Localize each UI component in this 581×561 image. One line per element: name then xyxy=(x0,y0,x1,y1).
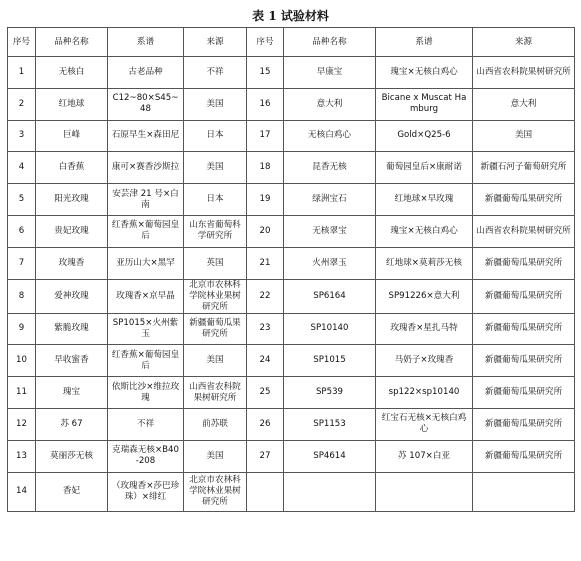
cell-source: 山西省农科院果树研究所 xyxy=(473,57,575,89)
cell-name: 白香蕉 xyxy=(36,152,108,184)
cell-source: 不祥 xyxy=(184,57,247,89)
cell-source: 山东省葡萄科学研究所 xyxy=(184,215,247,247)
cell-name: 爱神玫瑰 xyxy=(36,279,108,313)
cell-name: SP539 xyxy=(284,377,376,409)
cell-name: 阳光玫瑰 xyxy=(36,184,108,216)
table-row xyxy=(8,408,575,440)
cell-name: 香妃 xyxy=(36,472,108,511)
cell-pedigree: 红宝石无核×无核白鸡心 xyxy=(376,408,473,440)
cell-pedigree: （玫瑰香×莎巴珍珠）×绯红 xyxy=(108,472,184,511)
cell-source: 前苏联 xyxy=(184,408,247,440)
cell-no: 5 xyxy=(8,184,36,216)
cell-source: 美国 xyxy=(184,88,247,120)
cell-name: 火州翠玉 xyxy=(284,247,376,279)
cell-source: 新疆石河子葡萄研究所 xyxy=(473,152,575,184)
cell-pedigree: 马奶子×玫瑰香 xyxy=(376,345,473,377)
header-cell-name: 品种名称 xyxy=(284,28,376,57)
cell-name: 无核白 xyxy=(36,57,108,89)
table-row xyxy=(8,472,575,511)
cell-no: 15 xyxy=(247,57,284,89)
cell-pedigree: SP1015×火州紫玉 xyxy=(108,313,184,345)
cell-source: 山西省农科院果树研究所 xyxy=(473,215,575,247)
cell-pedigree: Bicane x Muscat Hamburg xyxy=(376,88,473,120)
cell-name: 紫脆玫瑰 xyxy=(36,313,108,345)
table-row xyxy=(8,377,575,409)
cell-name: SP10140 xyxy=(284,313,376,345)
cell-source: 美国 xyxy=(184,345,247,377)
table-row xyxy=(8,120,575,152)
cell-pedigree: sp122×sp10140 xyxy=(376,377,473,409)
table-row xyxy=(8,313,575,345)
cell-no: 18 xyxy=(247,152,284,184)
cell-pedigree: 瑰宝×无核白鸡心 xyxy=(376,215,473,247)
cell-source: 北京市农林科学院林业果树研究所 xyxy=(184,279,247,313)
cell-source: 北京市农林科学院林业果树研究所 xyxy=(184,472,247,511)
header-cell-source: 来源 xyxy=(473,28,575,57)
cell-name: 无核翠宝 xyxy=(284,215,376,247)
cell-no: 26 xyxy=(247,408,284,440)
cell-name: 莫丽莎无核 xyxy=(36,440,108,472)
cell-no: 10 xyxy=(8,345,36,377)
cell-pedigree: 瑰宝×无核白鸡心 xyxy=(376,57,473,89)
cell-name: 红地球 xyxy=(36,88,108,120)
cell-name: 苏 67 xyxy=(36,408,108,440)
cell-pedigree: 红香蕉×葡萄园皇后 xyxy=(108,345,184,377)
cell-pedigree: 玫瑰香×京早晶 xyxy=(108,279,184,313)
cell-pedigree: 红香蕉×葡萄园皇后 xyxy=(108,215,184,247)
cell-name: 无核白鸡心 xyxy=(284,120,376,152)
cell-source: 新疆葡萄瓜果研究所 xyxy=(184,313,247,345)
cell-source: 日本 xyxy=(184,120,247,152)
cell-no: 4 xyxy=(8,152,36,184)
table-row xyxy=(8,279,575,313)
table-row xyxy=(8,152,575,184)
cell-name: SP4614 xyxy=(284,440,376,472)
cell-name: 巨峰 xyxy=(36,120,108,152)
cell-no: 2 xyxy=(8,88,36,120)
cell-source: 英国 xyxy=(184,247,247,279)
cell-name: 早收蜜香 xyxy=(36,345,108,377)
cell-source: 美国 xyxy=(473,120,575,152)
header-row xyxy=(8,28,575,57)
empty-cell xyxy=(473,472,575,511)
cell-pedigree: Gold×Q25-6 xyxy=(376,120,473,152)
cell-pedigree: 葡萄园皇后×康耐诺 xyxy=(376,152,473,184)
cell-no: 19 xyxy=(247,184,284,216)
cell-source: 新疆葡萄瓜果研究所 xyxy=(473,184,575,216)
cell-source: 新疆葡萄瓜果研究所 xyxy=(473,345,575,377)
cell-pedigree: 克瑞森无核×B40-208 xyxy=(108,440,184,472)
header-cell-name: 品种名称 xyxy=(36,28,108,57)
header-cell-no: 序号 xyxy=(247,28,284,57)
cell-name: SP6164 xyxy=(284,279,376,313)
materials-table xyxy=(7,27,575,512)
cell-name: 贵妃玫瑰 xyxy=(36,215,108,247)
cell-no: 17 xyxy=(247,120,284,152)
cell-no: 8 xyxy=(8,279,36,313)
cell-name: 玫瑰香 xyxy=(36,247,108,279)
cell-no: 9 xyxy=(8,313,36,345)
cell-no: 3 xyxy=(8,120,36,152)
header-cell-no: 序号 xyxy=(8,28,36,57)
cell-pedigree: 古老品种 xyxy=(108,57,184,89)
cell-no: 23 xyxy=(247,313,284,345)
cell-no: 21 xyxy=(247,247,284,279)
table-row xyxy=(8,440,575,472)
cell-no: 1 xyxy=(8,57,36,89)
cell-pedigree: 玫瑰香×星扎马特 xyxy=(376,313,473,345)
cell-source: 美国 xyxy=(184,152,247,184)
cell-source: 新疆葡萄瓜果研究所 xyxy=(473,313,575,345)
cell-pedigree: 红地球×莫莉莎无核 xyxy=(376,247,473,279)
cell-no: 12 xyxy=(8,408,36,440)
cell-source: 日本 xyxy=(184,184,247,216)
table-row xyxy=(8,88,575,120)
cell-source: 新疆葡萄瓜果研究所 xyxy=(473,408,575,440)
cell-no: 27 xyxy=(247,440,284,472)
table-row xyxy=(8,247,575,279)
cell-source: 新疆葡萄瓜果研究所 xyxy=(473,279,575,313)
empty-cell xyxy=(284,472,376,511)
cell-source: 新疆葡萄瓜果研究所 xyxy=(473,440,575,472)
cell-name: SP1153 xyxy=(284,408,376,440)
cell-pedigree: SP91226×意大利 xyxy=(376,279,473,313)
cell-pedigree: 亚历山大×黑罕 xyxy=(108,247,184,279)
cell-no: 22 xyxy=(247,279,284,313)
table-row xyxy=(8,215,575,247)
cell-no: 25 xyxy=(247,377,284,409)
cell-name: SP1015 xyxy=(284,345,376,377)
cell-name: 意大利 xyxy=(284,88,376,120)
table-caption: 表 1 试验材料 xyxy=(252,9,329,23)
table-row xyxy=(8,345,575,377)
cell-no: 13 xyxy=(8,440,36,472)
cell-source: 意大利 xyxy=(473,88,575,120)
header-cell-source: 来源 xyxy=(184,28,247,57)
cell-name: 绿洲宝石 xyxy=(284,184,376,216)
cell-pedigree: 安芸津 21 号×白南 xyxy=(108,184,184,216)
cell-no: 11 xyxy=(8,377,36,409)
table-row xyxy=(8,184,575,216)
cell-name: 早康宝 xyxy=(284,57,376,89)
cell-pedigree: 依斯比沙×维拉玫瑰 xyxy=(108,377,184,409)
cell-name: 昆香无核 xyxy=(284,152,376,184)
table-row xyxy=(8,57,575,89)
header-cell-pedigree: 系谱 xyxy=(108,28,184,57)
cell-pedigree: 苏 107×白亚 xyxy=(376,440,473,472)
cell-no: 6 xyxy=(8,215,36,247)
header-cell-pedigree: 系谱 xyxy=(376,28,473,57)
cell-source: 美国 xyxy=(184,440,247,472)
cell-no: 24 xyxy=(247,345,284,377)
cell-pedigree: 康可×赛香沙斯拉 xyxy=(108,152,184,184)
cell-pedigree: 石原早生×森田尼 xyxy=(108,120,184,152)
cell-no: 16 xyxy=(247,88,284,120)
cell-name: 瑰宝 xyxy=(36,377,108,409)
cell-source: 新疆葡萄瓜果研究所 xyxy=(473,247,575,279)
cell-no: 7 xyxy=(8,247,36,279)
cell-source: 新疆葡萄瓜果研究所 xyxy=(473,377,575,409)
cell-no: 14 xyxy=(8,472,36,511)
cell-pedigree: 红地球×早玫瑰 xyxy=(376,184,473,216)
cell-source: 山西省农科院果树研究所 xyxy=(184,377,247,409)
empty-cell xyxy=(247,472,284,511)
empty-cell xyxy=(376,472,473,511)
cell-pedigree: 不祥 xyxy=(108,408,184,440)
cell-no: 20 xyxy=(247,215,284,247)
cell-pedigree: C12~80×S45~48 xyxy=(108,88,184,120)
